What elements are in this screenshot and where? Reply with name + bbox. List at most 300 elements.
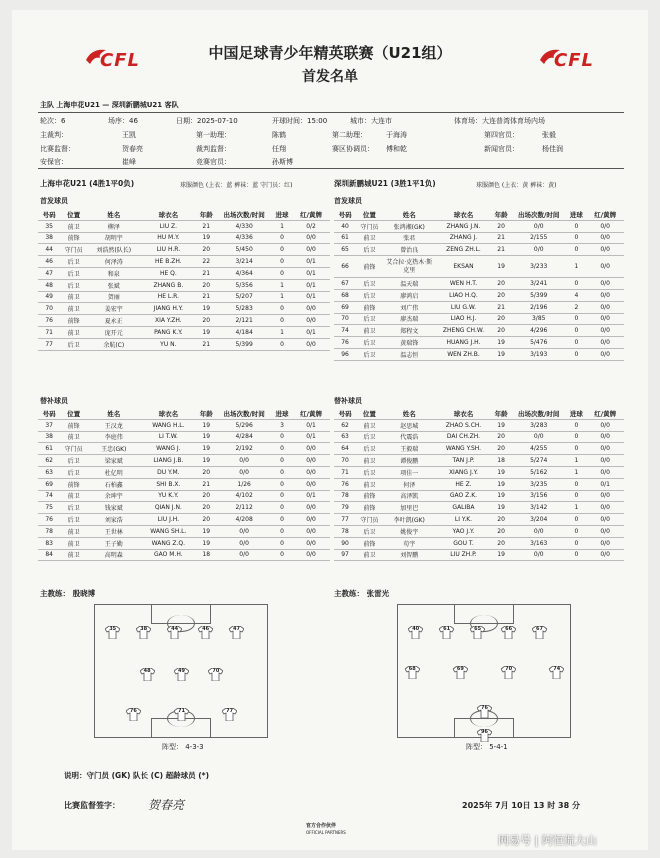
table-cell: 78 bbox=[38, 525, 60, 537]
player-shirt bbox=[477, 703, 492, 716]
table-cell: 温天瑞 bbox=[383, 278, 436, 290]
table-cell: 0 bbox=[566, 419, 586, 431]
table-cell: 2/112 bbox=[216, 502, 272, 514]
table-cell: 杜亿明 bbox=[87, 466, 140, 478]
table-cell: LIANG J.B. bbox=[141, 455, 197, 467]
legend: 说明：守门员 (GK) 队长 (C) 超龄球员 (*) bbox=[64, 771, 210, 780]
table-cell: 0 bbox=[272, 431, 292, 443]
table-cell: 0/0 bbox=[216, 525, 272, 537]
table-cell: 后卫 bbox=[60, 256, 87, 268]
table-cell: 5/399 bbox=[216, 338, 272, 350]
table-cell: 0 bbox=[566, 549, 586, 561]
table-cell: 76 bbox=[38, 315, 60, 327]
table-cell: 守门员 bbox=[356, 220, 383, 232]
table-cell: 4/296 bbox=[511, 325, 566, 337]
table-cell: 84 bbox=[38, 549, 60, 561]
table-cell: SHI B.X. bbox=[141, 478, 197, 490]
table-cell: 后卫 bbox=[60, 455, 87, 467]
table-cell: 0/0 bbox=[292, 525, 330, 537]
table-cell: 0 bbox=[566, 431, 586, 443]
table-cell: 张君 bbox=[383, 232, 436, 244]
table-cell: 0/0 bbox=[586, 466, 624, 478]
page-subtitle: 首发名单 bbox=[302, 69, 358, 85]
shirt-number: 67 bbox=[536, 626, 544, 633]
table-cell: 3/235 bbox=[511, 478, 566, 490]
table-cell: 76 bbox=[334, 478, 356, 490]
table-cell: 20 bbox=[491, 220, 511, 232]
column-header: 姓名 bbox=[383, 209, 436, 220]
table-cell: YU N. bbox=[141, 338, 197, 350]
table-cell: 前锋 bbox=[356, 502, 383, 514]
table-cell: 3/204 bbox=[511, 514, 566, 526]
table-cell: 余坤宇 bbox=[87, 490, 140, 502]
shirt-number: 35 bbox=[109, 626, 117, 633]
table-cell: 20 bbox=[196, 490, 216, 502]
shirt-number: 76 bbox=[129, 708, 137, 715]
column-header: 姓名 bbox=[383, 408, 436, 419]
table-cell: 19 bbox=[491, 466, 511, 478]
away-subs-label: 替补球员 bbox=[334, 397, 362, 405]
divider bbox=[38, 168, 624, 169]
table-row bbox=[38, 267, 330, 279]
table-cell: HE L.R. bbox=[141, 291, 197, 303]
table-row bbox=[334, 455, 624, 467]
column-header: 红/黄牌 bbox=[292, 209, 330, 220]
table-cell: 0 bbox=[272, 490, 292, 502]
column-header: 出场次数/时间 bbox=[216, 408, 272, 419]
player-shirt bbox=[470, 624, 485, 637]
table-cell: 20 bbox=[196, 466, 216, 478]
table-cell: 0/2 bbox=[292, 220, 330, 232]
table-cell: WANG H.L. bbox=[141, 419, 197, 431]
home-formation: 阵型： 4-3-3 bbox=[162, 743, 204, 751]
table-cell: 0 bbox=[566, 313, 586, 325]
table-cell: 0 bbox=[566, 244, 586, 256]
table-cell: 0/1 bbox=[292, 267, 330, 279]
table-cell: 前卫 bbox=[356, 478, 383, 490]
ref-observer-label: 裁判监督： bbox=[196, 145, 231, 153]
home-subs-table bbox=[38, 408, 330, 561]
table-row bbox=[38, 315, 330, 327]
table-cell: 63 bbox=[38, 466, 60, 478]
table-cell: 0 bbox=[272, 338, 292, 350]
table-cell: 0/0 bbox=[586, 289, 624, 301]
table-row bbox=[38, 256, 330, 268]
table-cell: 5/450 bbox=[216, 244, 272, 256]
table-row bbox=[38, 279, 330, 291]
column-header: 红/黄牌 bbox=[586, 408, 624, 419]
shirt-number: 44 bbox=[171, 626, 179, 633]
table-cell: 1/26 bbox=[216, 478, 272, 490]
table-cell: 王子勤 bbox=[87, 537, 140, 549]
table-cell: 王毅瑞 bbox=[383, 443, 436, 455]
table-cell: 0 bbox=[272, 514, 292, 526]
table-cell: 钱家斌 bbox=[87, 502, 140, 514]
table-cell: 温志恒 bbox=[383, 348, 436, 360]
player-shirt bbox=[453, 664, 468, 677]
away-starters-table bbox=[334, 209, 624, 361]
table-cell: 后卫 bbox=[60, 279, 87, 291]
table-cell: 97 bbox=[334, 549, 356, 561]
table-cell: 4 bbox=[566, 289, 586, 301]
table-cell: 67 bbox=[334, 278, 356, 290]
table-cell: 0/0 bbox=[292, 455, 330, 467]
column-header: 姓名 bbox=[87, 408, 140, 419]
table-cell: 0 bbox=[566, 537, 586, 549]
security-value: 崔峰 bbox=[122, 158, 136, 166]
column-header: 位置 bbox=[356, 408, 383, 419]
table-cell: 夏永正 bbox=[87, 315, 140, 327]
table-cell: 63 bbox=[334, 431, 356, 443]
table-cell: 37 bbox=[38, 419, 60, 431]
shirt-number: 74 bbox=[553, 665, 561, 672]
column-header: 位置 bbox=[60, 408, 87, 419]
stadium: 体育场：大连普湾体育场内场 bbox=[454, 117, 545, 125]
table-cell: 64 bbox=[334, 443, 356, 455]
table-cell: 62 bbox=[334, 419, 356, 431]
player-shirt bbox=[501, 624, 516, 637]
table-cell: 0/0 bbox=[216, 466, 272, 478]
home-subs-label: 替补球员 bbox=[40, 397, 68, 405]
table-cell: LIU G.W. bbox=[436, 301, 491, 313]
table-cell: 0/0 bbox=[292, 478, 330, 490]
table-cell: 0/0 bbox=[511, 549, 566, 561]
shirt-number: 76 bbox=[481, 705, 488, 712]
table-cell: 20 bbox=[196, 502, 216, 514]
table-cell: 前锋 bbox=[60, 478, 87, 490]
table-cell: 76 bbox=[334, 337, 356, 349]
shirt-number: 68 bbox=[408, 665, 416, 672]
table-cell: 3/163 bbox=[511, 537, 566, 549]
table-cell: 19 bbox=[491, 502, 511, 514]
column-header: 年龄 bbox=[491, 408, 511, 419]
table-cell: 0/0 bbox=[292, 443, 330, 455]
table-cell: 4/364 bbox=[216, 267, 272, 279]
table-cell: 前卫 bbox=[356, 232, 383, 244]
table-cell: 20 bbox=[491, 325, 511, 337]
table-row bbox=[334, 502, 624, 514]
shirt-number: 40 bbox=[412, 626, 420, 633]
table-cell: 5/207 bbox=[216, 291, 272, 303]
table-cell: GOU T. bbox=[436, 537, 491, 549]
table-row bbox=[334, 431, 624, 443]
table-cell: 18 bbox=[491, 455, 511, 467]
table-cell: XIANG J.Y. bbox=[436, 466, 491, 478]
table-cell: 83 bbox=[38, 537, 60, 549]
table-cell: 0/0 bbox=[292, 232, 330, 244]
table-cell: 5/399 bbox=[511, 289, 566, 301]
column-header: 红/黄牌 bbox=[292, 408, 330, 419]
table-cell: 19 bbox=[196, 525, 216, 537]
table-cell: 0 bbox=[566, 348, 586, 360]
table-row bbox=[334, 466, 624, 478]
table-cell: 0/1 bbox=[292, 431, 330, 443]
home-starters-table bbox=[38, 209, 330, 351]
player-shirt bbox=[167, 624, 182, 637]
player-shirt bbox=[105, 624, 120, 637]
home-team-name: 上海申花U21 (4胜1平0负) bbox=[40, 179, 135, 188]
table-cell: 0 bbox=[566, 220, 586, 232]
table-cell: 张鸿湘(GK) bbox=[383, 220, 436, 232]
table-row bbox=[38, 502, 330, 514]
table-cell: GAO M.H. bbox=[141, 549, 197, 561]
shirt-number: 69 bbox=[456, 665, 464, 672]
table-row bbox=[334, 443, 624, 455]
table-cell: 19 bbox=[491, 256, 511, 278]
table-cell: 3/241 bbox=[511, 278, 566, 290]
table-cell: 0/0 bbox=[292, 303, 330, 315]
table-cell: 苟宇 bbox=[383, 537, 436, 549]
table-row bbox=[334, 289, 624, 301]
table-cell: 68 bbox=[334, 289, 356, 301]
table-cell: 廖杰瑞 bbox=[383, 313, 436, 325]
table-cell: 0/0 bbox=[586, 502, 624, 514]
table-cell: 0/0 bbox=[216, 455, 272, 467]
table-cell: 1 bbox=[566, 256, 586, 278]
table-cell: 前卫 bbox=[60, 431, 87, 443]
table-row bbox=[38, 338, 330, 350]
table-cell: 赵思城 bbox=[383, 419, 436, 431]
home-coach: 主教练： 殷晓博 bbox=[40, 589, 96, 598]
table-cell: 李庭伟 bbox=[87, 431, 140, 443]
player-shirt bbox=[408, 624, 423, 637]
table-row bbox=[334, 348, 624, 360]
table-cell: 高明森 bbox=[87, 549, 140, 561]
table-cell: 21 bbox=[491, 232, 511, 244]
away-subs-table bbox=[334, 408, 624, 561]
table-row bbox=[334, 537, 624, 549]
table-cell: 61 bbox=[334, 232, 356, 244]
table-cell: 3/193 bbox=[511, 348, 566, 360]
table-cell: 76 bbox=[38, 514, 60, 526]
column-header: 年龄 bbox=[196, 408, 216, 419]
partner-label: 官方合作伙伴 bbox=[306, 823, 337, 829]
table-cell: 张斌 bbox=[87, 279, 140, 291]
table-cell: ZHANG B. bbox=[141, 279, 197, 291]
table-cell: LI Y.K. bbox=[436, 514, 491, 526]
table-row bbox=[38, 431, 330, 443]
match-date: 日期：2025-07-10 bbox=[176, 117, 238, 125]
table-cell: 0/0 bbox=[292, 466, 330, 478]
table-cell: 0 bbox=[272, 502, 292, 514]
table-cell: 姚俊宇 bbox=[383, 525, 436, 537]
table-cell: 0 bbox=[272, 244, 292, 256]
table-cell: 0/0 bbox=[586, 325, 624, 337]
table-cell: 廖鸿启 bbox=[383, 289, 436, 301]
table-cell: 0 bbox=[272, 256, 292, 268]
player-shirt bbox=[174, 666, 189, 679]
table-cell: 3/233 bbox=[511, 256, 566, 278]
table-row bbox=[334, 478, 624, 490]
table-cell: LIAO H.Q. bbox=[436, 289, 491, 301]
table-cell: TAN J.P. bbox=[436, 455, 491, 467]
table-cell: 0/0 bbox=[586, 431, 624, 443]
table-cell: LIAO H.J. bbox=[436, 313, 491, 325]
table-cell: 王汉龙 bbox=[87, 419, 140, 431]
column-header: 球衣名 bbox=[436, 408, 491, 419]
table-cell: 刘浩然(队长) bbox=[87, 244, 140, 256]
table-cell: 19 bbox=[491, 337, 511, 349]
coordinator-value: 傅和乾 bbox=[386, 145, 407, 153]
match-number: 场序：46 bbox=[108, 117, 138, 125]
table-cell: 70 bbox=[334, 313, 356, 325]
table-cell: 20 bbox=[491, 278, 511, 290]
shirt-number: 46 bbox=[202, 626, 210, 633]
table-cell: 0 bbox=[272, 466, 292, 478]
table-cell: LIU J.H. bbox=[141, 514, 197, 526]
table-cell: 20 bbox=[196, 315, 216, 327]
table-cell: LIU Z. bbox=[141, 220, 197, 232]
table-cell: QIAN J.N. bbox=[141, 502, 197, 514]
table-row bbox=[334, 220, 624, 232]
player-shirt bbox=[198, 624, 213, 637]
shirt-number: 96 bbox=[481, 729, 488, 736]
table-cell: 前卫 bbox=[356, 455, 383, 467]
table-cell: 3/214 bbox=[216, 256, 272, 268]
page-title: 中国足球青少年精英联赛（U21组） bbox=[208, 44, 452, 62]
table-cell: 0/1 bbox=[292, 326, 330, 338]
column-header: 进球 bbox=[566, 408, 586, 419]
table-cell: 19 bbox=[196, 232, 216, 244]
table-cell: 王忠(GK) bbox=[87, 443, 140, 455]
table-cell: EKSAN bbox=[436, 256, 491, 278]
table-cell: 21 bbox=[196, 220, 216, 232]
table-cell: 3/85 bbox=[511, 313, 566, 325]
table-cell: 2/196 bbox=[511, 301, 566, 313]
table-cell: 20 bbox=[196, 279, 216, 291]
column-header: 号码 bbox=[38, 408, 60, 419]
table-cell: 郑程文 bbox=[383, 325, 436, 337]
table-cell: 后卫 bbox=[60, 466, 87, 478]
table-cell: 21 bbox=[491, 301, 511, 313]
table-cell: 0 bbox=[566, 514, 586, 526]
table-cell: 后卫 bbox=[356, 443, 383, 455]
supervisor-label: 比赛监督： bbox=[40, 145, 75, 153]
table-cell: 后卫 bbox=[356, 278, 383, 290]
table-cell: 0/1 bbox=[292, 490, 330, 502]
table-cell: 20 bbox=[491, 289, 511, 301]
table-cell: 后卫 bbox=[356, 337, 383, 349]
table-cell: 后卫 bbox=[356, 348, 383, 360]
table-cell: 0/1 bbox=[292, 279, 330, 291]
table-cell: 21 bbox=[196, 267, 216, 279]
player-shirt bbox=[405, 664, 420, 677]
table-cell: 74 bbox=[334, 325, 356, 337]
table-cell: 0/0 bbox=[586, 443, 624, 455]
table-cell: DU Y.M. bbox=[141, 466, 197, 478]
table-cell: 38 bbox=[38, 232, 60, 244]
table-cell: 刘家浩 bbox=[87, 514, 140, 526]
table-cell: 0 bbox=[272, 303, 292, 315]
table-cell: 0 bbox=[272, 315, 292, 327]
table-cell: 5/283 bbox=[216, 303, 272, 315]
supervisor-value: 贺春亮 bbox=[122, 145, 143, 153]
shirt-number: 70 bbox=[505, 665, 513, 672]
shirt-number: 71 bbox=[178, 708, 185, 715]
column-header: 进球 bbox=[272, 209, 292, 220]
table-cell: 前锋 bbox=[60, 419, 87, 431]
table-row bbox=[38, 525, 330, 537]
table-cell: 前卫 bbox=[60, 549, 87, 561]
table-row bbox=[334, 232, 624, 244]
table-cell: 0/0 bbox=[586, 232, 624, 244]
column-header: 出场次数/时间 bbox=[511, 209, 566, 220]
referee-label: 主裁判： bbox=[40, 131, 68, 139]
table-cell: 20 bbox=[491, 431, 511, 443]
table-cell: 18 bbox=[196, 549, 216, 561]
table-cell: 0/0 bbox=[586, 301, 624, 313]
table-row bbox=[334, 325, 624, 337]
table-cell: 余航(C) bbox=[87, 338, 140, 350]
table-cell: 21 bbox=[491, 244, 511, 256]
table-cell: 21 bbox=[196, 478, 216, 490]
table-cell: 前锋 bbox=[356, 256, 383, 278]
table-row bbox=[334, 337, 624, 349]
table-row bbox=[38, 220, 330, 232]
table-row bbox=[38, 303, 330, 315]
referee-value: 王凯 bbox=[122, 131, 136, 139]
table-cell: 后卫 bbox=[60, 267, 87, 279]
table-cell: 0/0 bbox=[586, 348, 624, 360]
table-cell: 22 bbox=[196, 256, 216, 268]
table-cell: LIU H.R. bbox=[141, 244, 197, 256]
column-header: 年龄 bbox=[196, 209, 216, 220]
column-header: 位置 bbox=[60, 209, 87, 220]
table-cell: 前锋 bbox=[60, 315, 87, 327]
table-cell: 61 bbox=[38, 443, 60, 455]
table-cell: HE Z. bbox=[436, 478, 491, 490]
player-shirt bbox=[439, 624, 454, 637]
ar2-value: 于海涛 bbox=[386, 131, 407, 139]
table-cell: 石柏鑫 bbox=[87, 478, 140, 490]
table-cell: 刘智鹏 bbox=[383, 549, 436, 561]
table-cell: 19 bbox=[196, 419, 216, 431]
table-cell: 0 bbox=[272, 455, 292, 467]
table-cell: 0/0 bbox=[586, 490, 624, 502]
shirt-number: 70 bbox=[212, 668, 220, 675]
table-cell: 0/0 bbox=[511, 431, 566, 443]
table-cell: HUANG J.H. bbox=[436, 337, 491, 349]
table-row bbox=[334, 525, 624, 537]
table-cell: 0/1 bbox=[292, 291, 330, 303]
table-cell: 0/0 bbox=[511, 525, 566, 537]
table-cell: 19 bbox=[491, 348, 511, 360]
table-cell: 后卫 bbox=[60, 514, 87, 526]
table-cell: 前锋 bbox=[356, 537, 383, 549]
shirt-number: 66 bbox=[505, 626, 513, 633]
table-row bbox=[334, 549, 624, 561]
table-cell: 2/121 bbox=[216, 315, 272, 327]
table-cell: 0/0 bbox=[586, 256, 624, 278]
table-cell: 前卫 bbox=[60, 291, 87, 303]
away-coach: 主教练： 张雷光 bbox=[334, 589, 390, 598]
press-officer-label: 新闻官员： bbox=[484, 145, 519, 153]
shirt-number: 77 bbox=[226, 708, 234, 715]
table-cell: LIU ZH.P. bbox=[436, 549, 491, 561]
table-cell: 何泽 bbox=[383, 478, 436, 490]
table-cell: 前卫 bbox=[60, 220, 87, 232]
table-cell: 后卫 bbox=[356, 289, 383, 301]
table-cell: 69 bbox=[334, 301, 356, 313]
watermark: 网易号 | 阿恒侃大山 bbox=[498, 834, 597, 847]
table-cell: 5/356 bbox=[216, 279, 272, 291]
table-cell: 46 bbox=[38, 256, 60, 268]
table-row bbox=[334, 490, 624, 502]
table-cell: 谭俊鹏 bbox=[383, 455, 436, 467]
table-cell: 78 bbox=[334, 490, 356, 502]
table-cell: 0 bbox=[566, 337, 586, 349]
column-header: 号码 bbox=[38, 209, 60, 220]
